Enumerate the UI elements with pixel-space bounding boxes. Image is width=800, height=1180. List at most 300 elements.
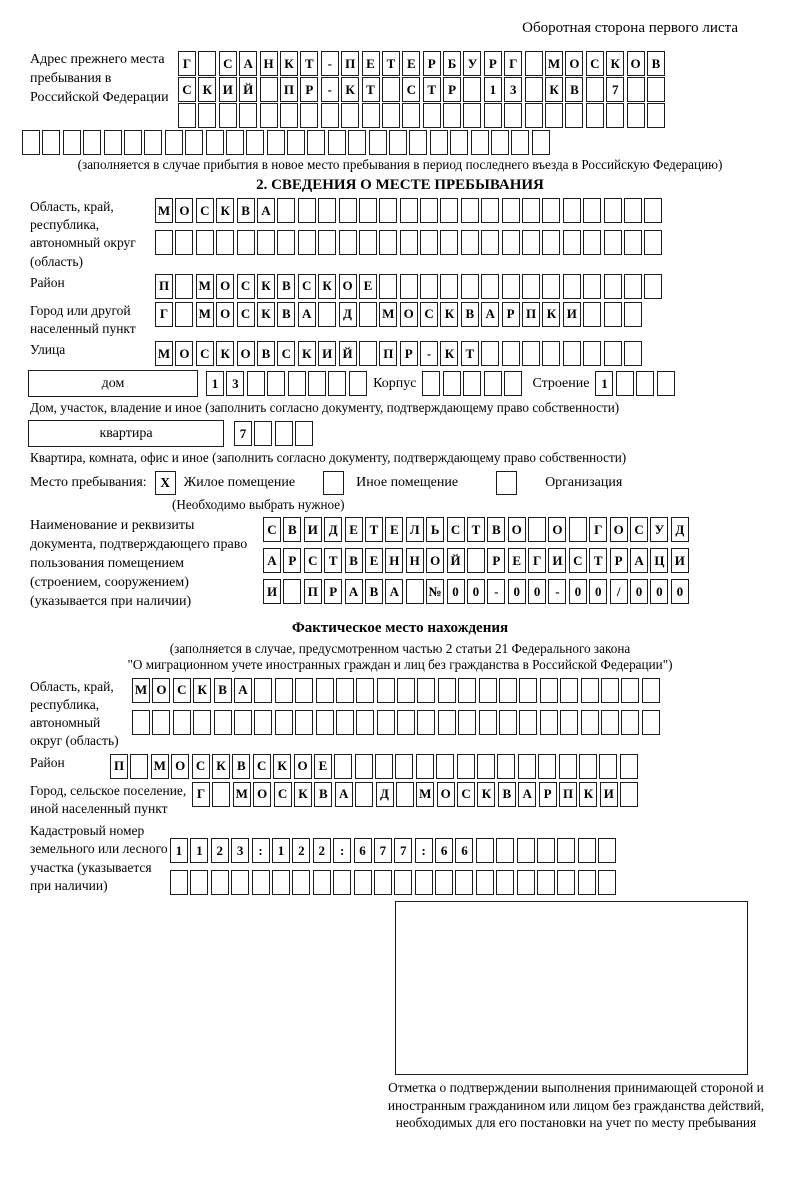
char-box[interactable] <box>579 754 597 779</box>
char-box[interactable]: У <box>463 51 481 76</box>
char-box[interactable] <box>481 230 499 255</box>
char-box[interactable] <box>83 130 101 155</box>
char-box[interactable]: С <box>178 77 196 102</box>
char-box[interactable] <box>198 103 216 128</box>
char-box[interactable]: У <box>650 517 668 542</box>
char-box[interactable] <box>583 274 601 299</box>
char-box[interactable] <box>644 274 662 299</box>
char-box[interactable]: С <box>402 77 420 102</box>
char-box[interactable] <box>621 678 639 703</box>
char-box[interactable] <box>542 198 560 223</box>
char-box[interactable] <box>522 198 540 223</box>
char-box[interactable]: 6 <box>455 838 473 863</box>
char-box[interactable] <box>569 517 587 542</box>
char-box[interactable] <box>528 517 546 542</box>
char-box[interactable]: Р <box>539 782 557 807</box>
char-box[interactable] <box>476 870 494 895</box>
char-box[interactable] <box>417 678 435 703</box>
char-box[interactable] <box>477 754 495 779</box>
char-box[interactable]: Г <box>504 51 522 76</box>
char-box[interactable]: 0 <box>528 579 546 604</box>
char-box[interactable] <box>540 710 558 735</box>
char-box[interactable] <box>231 870 249 895</box>
char-box[interactable]: А <box>385 579 403 604</box>
char-box[interactable]: Р <box>487 548 505 573</box>
char-box[interactable]: С <box>263 517 281 542</box>
char-box[interactable] <box>443 103 461 128</box>
char-box[interactable] <box>130 754 148 779</box>
char-box[interactable] <box>502 230 520 255</box>
char-box[interactable]: О <box>627 51 645 76</box>
char-box[interactable]: 7 <box>234 421 252 446</box>
char-box[interactable] <box>394 870 412 895</box>
char-box[interactable]: С <box>569 548 587 573</box>
char-box[interactable] <box>185 130 203 155</box>
char-box[interactable] <box>545 103 563 128</box>
char-box[interactable] <box>557 838 575 863</box>
char-box[interactable] <box>563 230 581 255</box>
char-box[interactable] <box>300 103 318 128</box>
char-box[interactable] <box>165 130 183 155</box>
char-box[interactable] <box>328 130 346 155</box>
char-box[interactable]: П <box>155 274 173 299</box>
char-box[interactable]: К <box>477 782 495 807</box>
char-box[interactable]: Т <box>300 51 318 76</box>
char-box[interactable]: Ц <box>650 548 668 573</box>
char-box[interactable] <box>175 274 193 299</box>
char-box[interactable] <box>461 198 479 223</box>
char-box[interactable] <box>316 678 334 703</box>
char-box[interactable] <box>644 198 662 223</box>
char-box[interactable] <box>642 710 660 735</box>
char-box[interactable]: Е <box>362 51 380 76</box>
char-box[interactable]: 0 <box>467 579 485 604</box>
char-box[interactable]: О <box>426 548 444 573</box>
char-box[interactable] <box>559 754 577 779</box>
char-box[interactable]: П <box>304 579 322 604</box>
char-box[interactable] <box>511 130 529 155</box>
char-box[interactable]: В <box>214 678 232 703</box>
char-box[interactable] <box>63 130 81 155</box>
char-box[interactable] <box>479 678 497 703</box>
char-box[interactable]: М <box>151 754 169 779</box>
char-box[interactable]: С <box>298 274 316 299</box>
char-box[interactable]: Т <box>324 548 342 573</box>
char-box[interactable]: Е <box>385 517 403 542</box>
char-box[interactable] <box>502 341 520 366</box>
char-box[interactable] <box>471 130 489 155</box>
char-box[interactable] <box>481 198 499 223</box>
char-box[interactable] <box>537 838 555 863</box>
char-box[interactable] <box>144 130 162 155</box>
char-box[interactable]: Н <box>260 51 278 76</box>
char-box[interactable] <box>627 103 645 128</box>
char-box[interactable] <box>42 130 60 155</box>
char-box[interactable] <box>214 710 232 735</box>
char-box[interactable]: 2 <box>211 838 229 863</box>
char-box[interactable]: О <box>171 754 189 779</box>
char-box[interactable] <box>557 870 575 895</box>
char-box[interactable] <box>502 198 520 223</box>
char-box[interactable] <box>450 130 468 155</box>
char-box[interactable] <box>155 230 173 255</box>
char-box[interactable] <box>504 103 522 128</box>
char-box[interactable]: С <box>196 341 214 366</box>
char-box[interactable] <box>377 710 395 735</box>
char-box[interactable]: / <box>610 579 628 604</box>
char-box[interactable] <box>497 754 515 779</box>
char-box[interactable]: И <box>304 517 322 542</box>
char-box[interactable] <box>382 103 400 128</box>
char-box[interactable] <box>132 710 150 735</box>
char-box[interactable] <box>499 678 517 703</box>
char-box[interactable]: В <box>345 548 363 573</box>
char-box[interactable]: В <box>461 302 479 327</box>
char-box[interactable]: 7 <box>374 838 392 863</box>
char-box[interactable]: А <box>518 782 536 807</box>
char-box[interactable]: 0 <box>630 579 648 604</box>
char-box[interactable] <box>356 710 374 735</box>
char-box[interactable]: - <box>487 579 505 604</box>
char-box[interactable]: 2 <box>292 838 310 863</box>
char-box[interactable] <box>601 678 619 703</box>
char-box[interactable]: С <box>447 517 465 542</box>
char-box[interactable]: М <box>545 51 563 76</box>
char-box[interactable] <box>348 130 366 155</box>
char-box[interactable]: 2 <box>313 838 331 863</box>
char-box[interactable] <box>560 710 578 735</box>
char-box[interactable] <box>400 230 418 255</box>
char-box[interactable] <box>420 198 438 223</box>
char-box[interactable]: Р <box>283 548 301 573</box>
char-box[interactable] <box>359 230 377 255</box>
char-box[interactable]: Р <box>502 302 520 327</box>
char-box[interactable]: 0 <box>447 579 465 604</box>
char-box[interactable] <box>467 548 485 573</box>
char-box[interactable]: М <box>155 198 173 223</box>
char-box[interactable]: С <box>630 517 648 542</box>
char-box[interactable] <box>463 103 481 128</box>
char-box[interactable]: Ь <box>426 517 444 542</box>
char-box[interactable] <box>435 870 453 895</box>
char-box[interactable] <box>624 302 642 327</box>
char-box[interactable]: Т <box>423 77 441 102</box>
char-box[interactable] <box>334 754 352 779</box>
char-box[interactable] <box>517 838 535 863</box>
char-box[interactable]: В <box>237 198 255 223</box>
char-box[interactable] <box>624 341 642 366</box>
char-box[interactable] <box>438 678 456 703</box>
char-box[interactable] <box>349 371 367 396</box>
char-box[interactable]: И <box>563 302 581 327</box>
char-box[interactable] <box>440 274 458 299</box>
char-box[interactable]: В <box>232 754 250 779</box>
char-box[interactable]: К <box>212 754 230 779</box>
char-box[interactable] <box>402 103 420 128</box>
char-box[interactable]: П <box>559 782 577 807</box>
char-box[interactable]: А <box>263 548 281 573</box>
char-box[interactable] <box>604 230 622 255</box>
residential-checkbox[interactable]: X <box>155 471 176 495</box>
char-box[interactable] <box>152 710 170 735</box>
char-box[interactable]: С <box>192 754 210 779</box>
char-box[interactable]: М <box>155 341 173 366</box>
char-box[interactable] <box>581 710 599 735</box>
char-box[interactable]: О <box>610 517 628 542</box>
char-box[interactable] <box>438 710 456 735</box>
char-box[interactable] <box>455 870 473 895</box>
char-box[interactable] <box>458 710 476 735</box>
char-box[interactable] <box>283 579 301 604</box>
char-box[interactable] <box>382 77 400 102</box>
char-box[interactable] <box>479 710 497 735</box>
char-box[interactable]: В <box>283 517 301 542</box>
char-box[interactable] <box>463 77 481 102</box>
char-box[interactable]: К <box>273 754 291 779</box>
char-box[interactable] <box>178 103 196 128</box>
char-box[interactable] <box>430 130 448 155</box>
char-box[interactable] <box>406 579 424 604</box>
char-box[interactable]: Й <box>339 341 357 366</box>
char-box[interactable]: 1 <box>206 371 224 396</box>
char-box[interactable]: К <box>216 198 234 223</box>
char-box[interactable]: - <box>548 579 566 604</box>
char-box[interactable] <box>226 130 244 155</box>
char-box[interactable]: О <box>565 51 583 76</box>
char-box[interactable] <box>277 230 295 255</box>
char-box[interactable]: 1 <box>170 838 188 863</box>
char-box[interactable] <box>379 198 397 223</box>
char-box[interactable]: Г <box>178 51 196 76</box>
char-box[interactable] <box>657 371 675 396</box>
char-box[interactable]: О <box>548 517 566 542</box>
char-box[interactable]: О <box>175 341 193 366</box>
char-box[interactable]: Й <box>447 548 465 573</box>
char-box[interactable]: А <box>298 302 316 327</box>
char-box[interactable]: 6 <box>354 838 372 863</box>
char-box[interactable]: 7 <box>394 838 412 863</box>
char-box[interactable] <box>124 130 142 155</box>
char-box[interactable]: - <box>321 51 339 76</box>
char-box[interactable]: Е <box>345 517 363 542</box>
char-box[interactable]: Е <box>402 51 420 76</box>
char-box[interactable] <box>583 198 601 223</box>
char-box[interactable] <box>461 230 479 255</box>
char-box[interactable]: О <box>400 302 418 327</box>
char-box[interactable] <box>379 274 397 299</box>
char-box[interactable] <box>481 341 499 366</box>
char-box[interactable] <box>339 230 357 255</box>
char-box[interactable] <box>397 678 415 703</box>
char-box[interactable] <box>601 710 619 735</box>
char-box[interactable] <box>583 302 601 327</box>
char-box[interactable] <box>22 130 40 155</box>
char-box[interactable]: 0 <box>589 579 607 604</box>
char-box[interactable]: С <box>253 754 271 779</box>
char-box[interactable] <box>295 710 313 735</box>
char-box[interactable]: К <box>298 341 316 366</box>
char-box[interactable] <box>540 678 558 703</box>
char-box[interactable] <box>298 198 316 223</box>
char-box[interactable]: Е <box>508 548 526 573</box>
char-box[interactable] <box>581 678 599 703</box>
char-box[interactable]: Т <box>365 517 383 542</box>
char-box[interactable]: И <box>671 548 689 573</box>
char-box[interactable] <box>379 230 397 255</box>
char-box[interactable] <box>518 754 536 779</box>
char-box[interactable]: В <box>257 341 275 366</box>
char-box[interactable]: И <box>318 341 336 366</box>
char-box[interactable] <box>647 103 665 128</box>
char-box[interactable] <box>198 51 216 76</box>
char-box[interactable] <box>252 870 270 895</box>
char-box[interactable] <box>275 678 293 703</box>
char-box[interactable]: Т <box>461 341 479 366</box>
char-box[interactable] <box>395 754 413 779</box>
char-box[interactable] <box>369 130 387 155</box>
char-box[interactable] <box>211 870 229 895</box>
char-box[interactable] <box>267 130 285 155</box>
char-box[interactable] <box>206 130 224 155</box>
char-box[interactable] <box>246 130 264 155</box>
char-box[interactable] <box>586 77 604 102</box>
char-box[interactable]: В <box>565 77 583 102</box>
char-box[interactable] <box>563 341 581 366</box>
char-box[interactable] <box>313 870 331 895</box>
char-box[interactable]: Л <box>406 517 424 542</box>
char-box[interactable]: Е <box>365 548 383 573</box>
char-box[interactable] <box>537 870 555 895</box>
char-box[interactable] <box>525 103 543 128</box>
char-box[interactable]: И <box>219 77 237 102</box>
char-box[interactable]: 3 <box>226 371 244 396</box>
char-box[interactable] <box>267 371 285 396</box>
char-box[interactable] <box>627 77 645 102</box>
char-box[interactable]: К <box>216 341 234 366</box>
char-box[interactable]: И <box>263 579 281 604</box>
char-box[interactable] <box>396 782 414 807</box>
char-box[interactable]: Р <box>400 341 418 366</box>
char-box[interactable]: О <box>339 274 357 299</box>
char-box[interactable] <box>624 230 642 255</box>
char-box[interactable] <box>496 870 514 895</box>
char-box[interactable] <box>318 302 336 327</box>
char-box[interactable] <box>247 371 265 396</box>
char-box[interactable] <box>321 103 339 128</box>
char-box[interactable] <box>292 870 310 895</box>
char-box[interactable] <box>237 230 255 255</box>
char-box[interactable]: М <box>379 302 397 327</box>
char-box[interactable]: А <box>234 678 252 703</box>
char-box[interactable]: Т <box>589 548 607 573</box>
char-box[interactable]: : <box>415 838 433 863</box>
organization-checkbox[interactable] <box>496 471 517 495</box>
char-box[interactable]: В <box>498 782 516 807</box>
char-box[interactable]: 0 <box>569 579 587 604</box>
char-box[interactable] <box>254 678 272 703</box>
char-box[interactable]: 1 <box>190 838 208 863</box>
char-box[interactable]: П <box>522 302 540 327</box>
char-box[interactable]: Р <box>610 548 628 573</box>
char-box[interactable]: С <box>237 302 255 327</box>
char-box[interactable] <box>234 710 252 735</box>
char-box[interactable]: О <box>237 341 255 366</box>
char-box[interactable]: Й <box>239 77 257 102</box>
char-box[interactable]: С <box>274 782 292 807</box>
char-box[interactable] <box>416 754 434 779</box>
char-box[interactable]: С <box>237 274 255 299</box>
char-box[interactable]: К <box>294 782 312 807</box>
char-box[interactable] <box>538 754 556 779</box>
char-box[interactable] <box>522 274 540 299</box>
char-box[interactable] <box>517 870 535 895</box>
char-box[interactable]: П <box>110 754 128 779</box>
char-box[interactable]: К <box>440 341 458 366</box>
char-box[interactable] <box>339 198 357 223</box>
char-box[interactable] <box>624 198 642 223</box>
char-box[interactable] <box>644 230 662 255</box>
char-box[interactable]: А <box>257 198 275 223</box>
char-box[interactable] <box>624 274 642 299</box>
char-box[interactable]: К <box>198 77 216 102</box>
char-box[interactable] <box>598 870 616 895</box>
char-box[interactable]: 0 <box>650 579 668 604</box>
char-box[interactable] <box>328 371 346 396</box>
char-box[interactable] <box>359 198 377 223</box>
char-box[interactable]: М <box>416 782 434 807</box>
char-box[interactable] <box>307 130 325 155</box>
char-box[interactable] <box>604 341 622 366</box>
char-box[interactable] <box>239 103 257 128</box>
char-box[interactable] <box>316 710 334 735</box>
char-box[interactable] <box>440 198 458 223</box>
char-box[interactable]: С <box>304 548 322 573</box>
char-box[interactable] <box>563 274 581 299</box>
char-box[interactable]: Т <box>362 77 380 102</box>
char-box[interactable] <box>484 103 502 128</box>
char-box[interactable]: К <box>440 302 458 327</box>
char-box[interactable] <box>275 710 293 735</box>
char-box[interactable] <box>598 838 616 863</box>
char-box[interactable]: В <box>277 274 295 299</box>
char-box[interactable]: К <box>257 302 275 327</box>
char-box[interactable]: Е <box>359 274 377 299</box>
char-box[interactable] <box>354 870 372 895</box>
char-box[interactable]: Р <box>324 579 342 604</box>
char-box[interactable]: С <box>196 198 214 223</box>
char-box[interactable] <box>288 371 306 396</box>
char-box[interactable] <box>173 710 191 735</box>
char-box[interactable]: В <box>365 579 383 604</box>
char-box[interactable] <box>422 371 440 396</box>
char-box[interactable]: Н <box>406 548 424 573</box>
char-box[interactable] <box>458 678 476 703</box>
char-box[interactable] <box>542 274 560 299</box>
char-box[interactable] <box>415 870 433 895</box>
char-box[interactable] <box>616 371 634 396</box>
char-box[interactable]: Р <box>443 77 461 102</box>
char-box[interactable]: П <box>379 341 397 366</box>
char-box[interactable] <box>519 710 537 735</box>
char-box[interactable]: В <box>277 302 295 327</box>
char-box[interactable]: Д <box>339 302 357 327</box>
char-box[interactable] <box>275 421 293 446</box>
char-box[interactable] <box>525 77 543 102</box>
char-box[interactable] <box>647 77 665 102</box>
char-box[interactable]: № <box>426 579 444 604</box>
char-box[interactable]: Е <box>314 754 332 779</box>
char-box[interactable] <box>295 421 313 446</box>
